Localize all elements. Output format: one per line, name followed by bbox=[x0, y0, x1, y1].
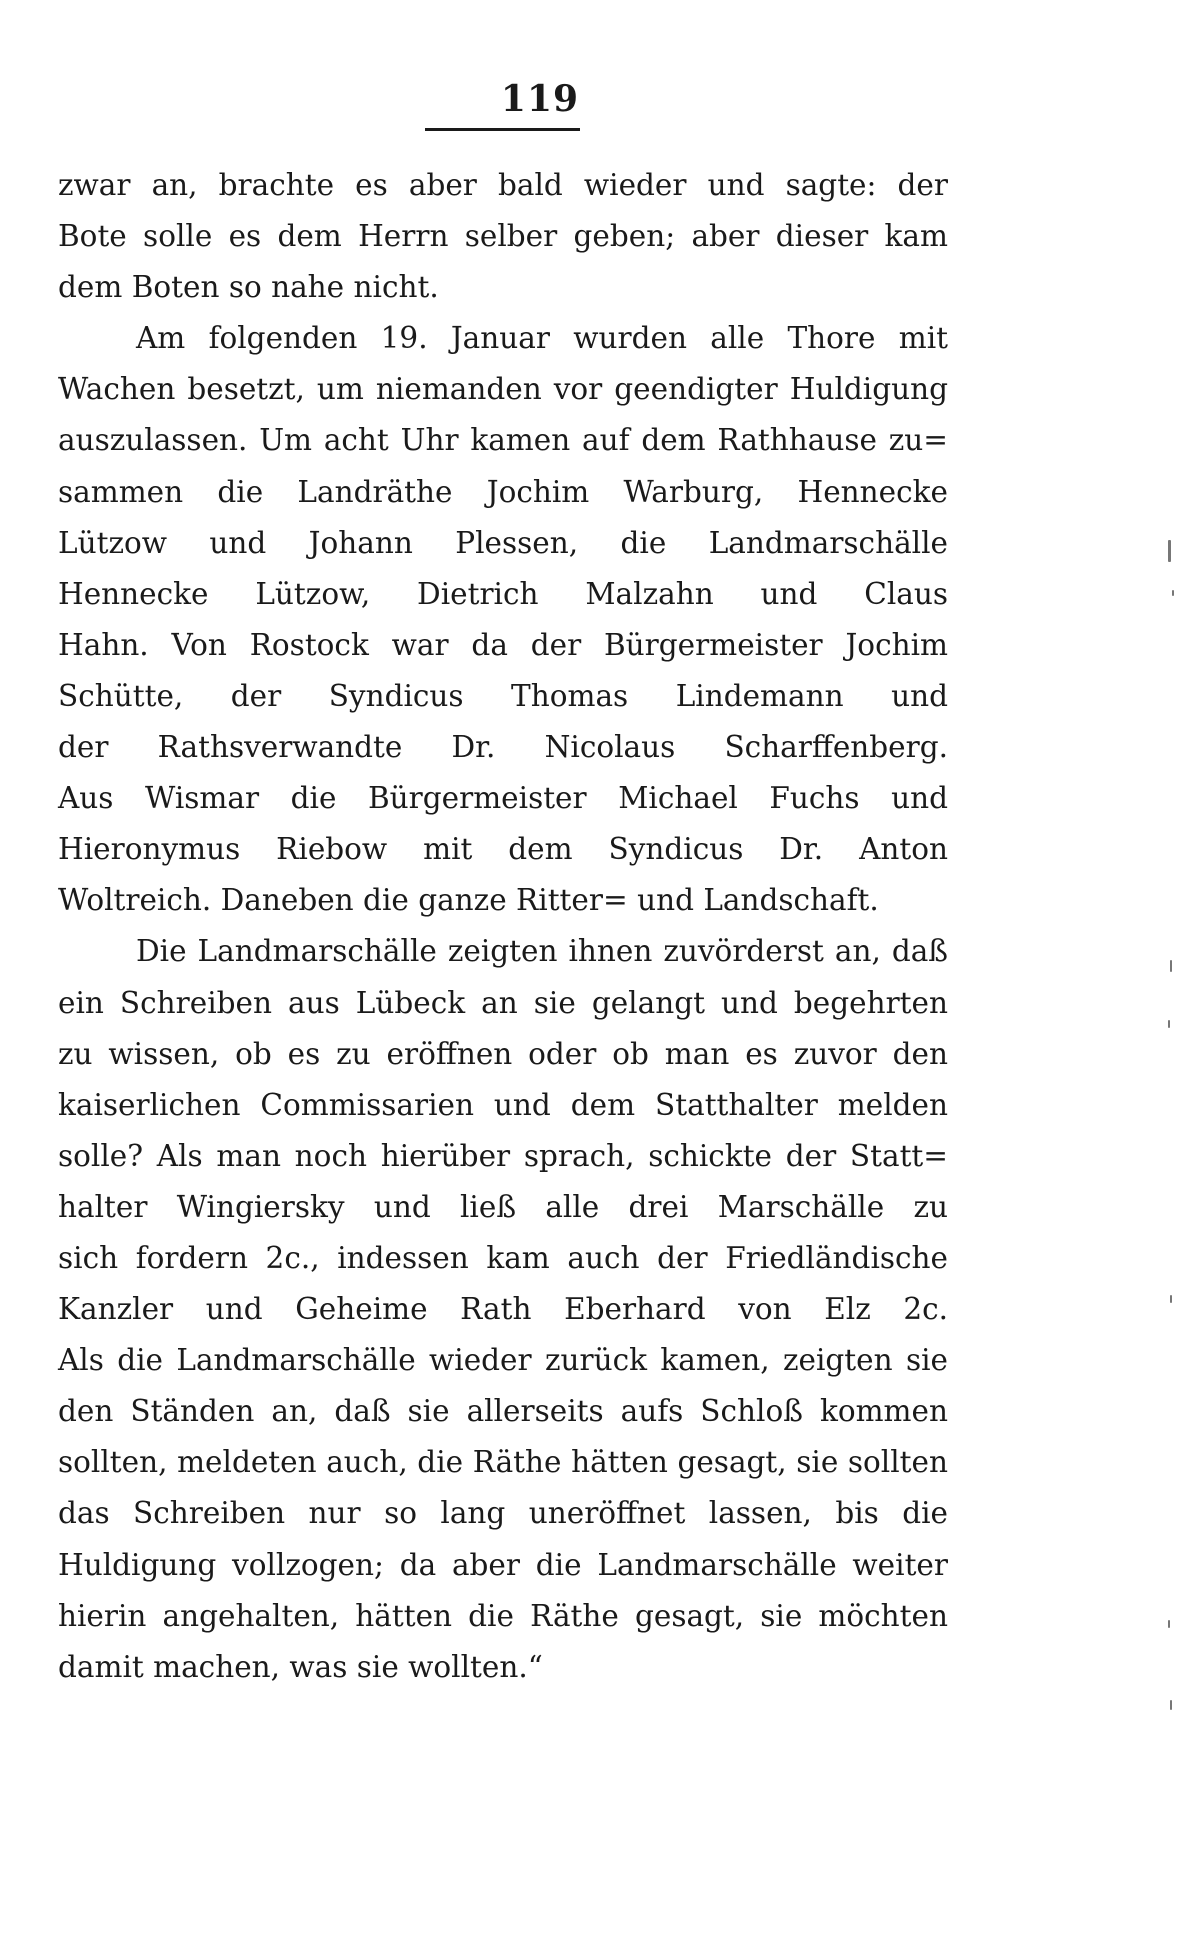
text-line: hierin angehalten, hätten die Räthe gesagt, sie möchten bbox=[58, 1598, 948, 1633]
text-line: Bote solle es dem Herrn selber geben; aber dieser kam bbox=[58, 219, 948, 254]
text-line: damit machen, was sie wollten.“ bbox=[58, 1649, 543, 1684]
text-line: halter Wingiersky und ließ alle drei Marschälle zu bbox=[58, 1189, 948, 1224]
text-line: sollten, meldeten auch, die Räthe hätten gesagt, sie sollten bbox=[58, 1445, 948, 1480]
text-line: Hennecke Lützow, Dietrich Malzahn und Claus bbox=[58, 576, 948, 611]
text-line: Kanzler und Geheime Rath Eberhard von Elz 2c. bbox=[58, 1292, 948, 1327]
text-line: kaiserlichen Commissarien und dem Statthalter melden bbox=[58, 1087, 948, 1122]
text-line: Schütte, der Syndicus Thomas Lindemann und bbox=[58, 678, 948, 713]
scan-speck bbox=[1172, 590, 1174, 596]
text-line: der Rathsverwandte Dr. Nicolaus Scharffenberg. bbox=[58, 730, 948, 765]
scan-speck bbox=[1170, 960, 1172, 972]
text-line: den Ständen an, daß sie allerseits aufs Schloß kommen bbox=[58, 1394, 948, 1429]
text-line: Woltreich. Daneben die ganze Ritter= und Landschaft. bbox=[58, 883, 879, 918]
scan-speck bbox=[1168, 1620, 1170, 1628]
text-line: das Schreiben nur so lang uneröffnet lassen, bis die bbox=[58, 1496, 948, 1531]
text-line: Hieronymus Riebow mit dem Syndicus Dr. Anton bbox=[58, 832, 948, 867]
body-text bbox=[58, 160, 948, 1693]
text-line: sammen die Landräthe Jochim Warburg, Hennecke bbox=[58, 474, 948, 509]
text-line: Huldigung vollzogen; da aber die Landmarschälle weiter bbox=[58, 1547, 948, 1582]
text-line: Als die Landmarschälle wieder zurück kamen, zeigten sie bbox=[58, 1343, 948, 1378]
page-number: 119 bbox=[500, 78, 580, 120]
text-line: ein Schreiben aus Lübeck an sie gelangt und begehrten bbox=[58, 985, 948, 1020]
text-line: dem Boten so nahe nicht. bbox=[58, 270, 439, 305]
text-line: Hahn. Von Rostock war da der Bürgermeister Jochim bbox=[58, 627, 948, 662]
scan-speck bbox=[1168, 1020, 1170, 1028]
text-line: auszulassen. Um acht Uhr kamen auf dem Rathhause zu= bbox=[58, 423, 948, 458]
text-line: Wachen besetzt, um niemanden vor geendigter Huldigung bbox=[58, 372, 948, 407]
scan-speck bbox=[1168, 540, 1171, 562]
text-line: Aus Wismar die Bürgermeister Michael Fuchs und bbox=[58, 781, 948, 816]
text-line: Lützow und Johann Plessen, die Landmarschälle bbox=[58, 525, 948, 560]
scan-speck bbox=[1170, 1295, 1172, 1303]
text-line: zu wissen, ob es zu eröffnen oder ob man es zuvor den bbox=[58, 1036, 948, 1071]
scan-speck bbox=[1170, 1700, 1172, 1710]
text-line: Die Landmarschälle zeigten ihnen zuvörderst an, daß bbox=[136, 934, 948, 969]
text-line: solle? Als man noch hierüber sprach, schickte der Statt= bbox=[58, 1138, 948, 1173]
text-line: zwar an, brachte es aber bald wieder und sagte: der bbox=[58, 168, 948, 202]
header-rule bbox=[425, 128, 580, 131]
text-line: Am folgenden 19. Januar wurden alle Thore mit bbox=[136, 321, 948, 356]
text-line: sich fordern 2c., indessen kam auch der Friedländische bbox=[58, 1240, 948, 1275]
